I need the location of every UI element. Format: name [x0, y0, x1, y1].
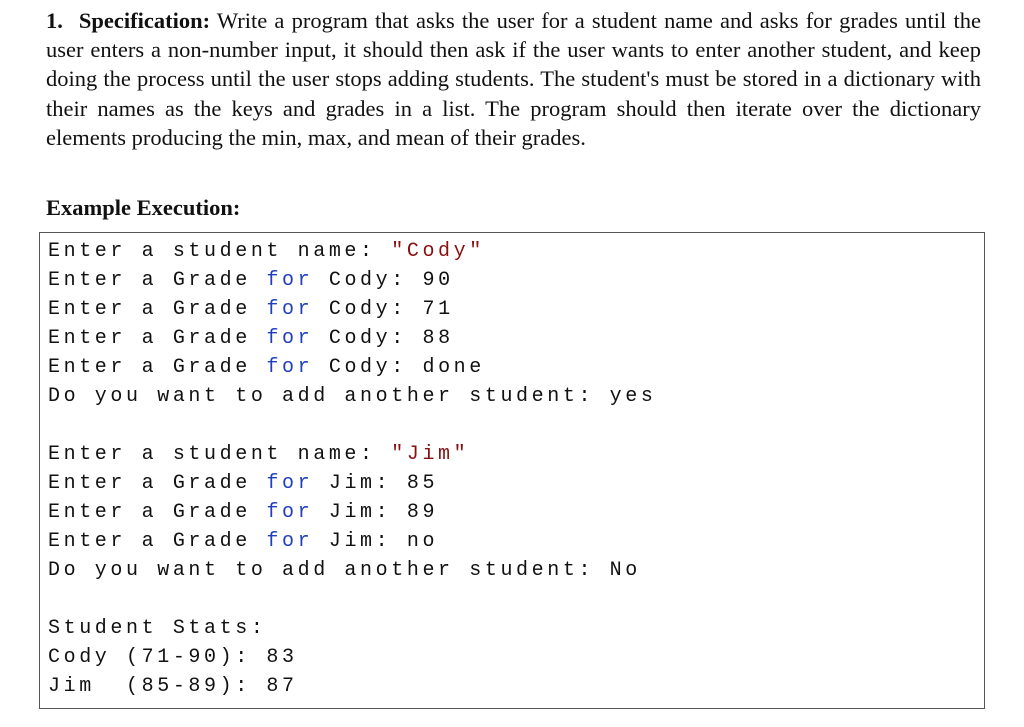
- code-text: Cody: 71: [313, 298, 454, 321]
- code-text: Cody: done: [313, 356, 485, 379]
- code-keyword: for: [266, 472, 314, 495]
- code-text: Jim: 89: [313, 501, 439, 524]
- specification-text: Write a program that asks the user for a student name and asks for grades until the user enters a non-number input, it should then ask if the user wants to enter another student, and keep doing the process until the user stops adding students. The student's must be stored in a dictionary with their names as the keys and grades in a list. The program should then iterate over the dictionary elements producing the min, max, and mean of their grades.: [46, 8, 981, 150]
- code-line: [48, 382, 656, 411]
- code-text: Jim: no: [313, 530, 439, 553]
- code-line: [48, 643, 298, 672]
- code-string: "Jim": [391, 443, 470, 466]
- code-keyword: for: [266, 298, 314, 321]
- code-text: Enter a Grade: [48, 298, 267, 321]
- code-line: [48, 324, 454, 353]
- code-text: Enter a Grade: [48, 530, 267, 553]
- code-text: Jim (85-89): 87: [48, 675, 298, 698]
- code-line: [48, 556, 641, 585]
- code-keyword: for: [266, 530, 314, 553]
- code-text: Enter a Grade: [48, 327, 267, 350]
- code-text: Jim: 85: [313, 472, 439, 495]
- code-line: [48, 498, 438, 527]
- code-keyword: for: [266, 327, 314, 350]
- code-keyword: for: [266, 501, 314, 524]
- problem-number: 1.: [46, 8, 63, 33]
- problem-statement: [46, 6, 981, 152]
- code-text: Enter a Grade: [48, 356, 267, 379]
- code-text: Enter a student name:: [48, 240, 392, 263]
- code-keyword: for: [266, 269, 314, 292]
- code-text: Cody: 88: [313, 327, 454, 350]
- code-string: "Cody": [391, 240, 485, 263]
- code-line: [48, 295, 454, 324]
- code-text: Enter a student name:: [48, 443, 392, 466]
- specification-label: Specification:: [78, 8, 211, 33]
- code-keyword: for: [266, 356, 314, 379]
- code-line: [48, 527, 438, 556]
- code-line: [48, 614, 266, 643]
- code-text: Student Stats:: [48, 617, 267, 640]
- example-heading: Example Execution:: [46, 195, 241, 220]
- code-line: [48, 266, 454, 295]
- code-text: Do you want to add another student: yes: [48, 385, 657, 408]
- code-line: [48, 672, 298, 701]
- code-text: Enter a Grade: [48, 269, 267, 292]
- code-line: [48, 440, 469, 469]
- code-text: Do you want to add another student: No: [48, 559, 641, 582]
- code-line: [48, 469, 438, 498]
- code-text: Enter a Grade: [48, 501, 267, 524]
- code-text: Cody (71-90): 83: [48, 646, 298, 669]
- code-text: Enter a Grade: [48, 472, 267, 495]
- code-line: [48, 353, 485, 382]
- example-execution-box: [39, 232, 985, 709]
- code-line: [48, 237, 485, 266]
- code-text: Cody: 90: [313, 269, 454, 292]
